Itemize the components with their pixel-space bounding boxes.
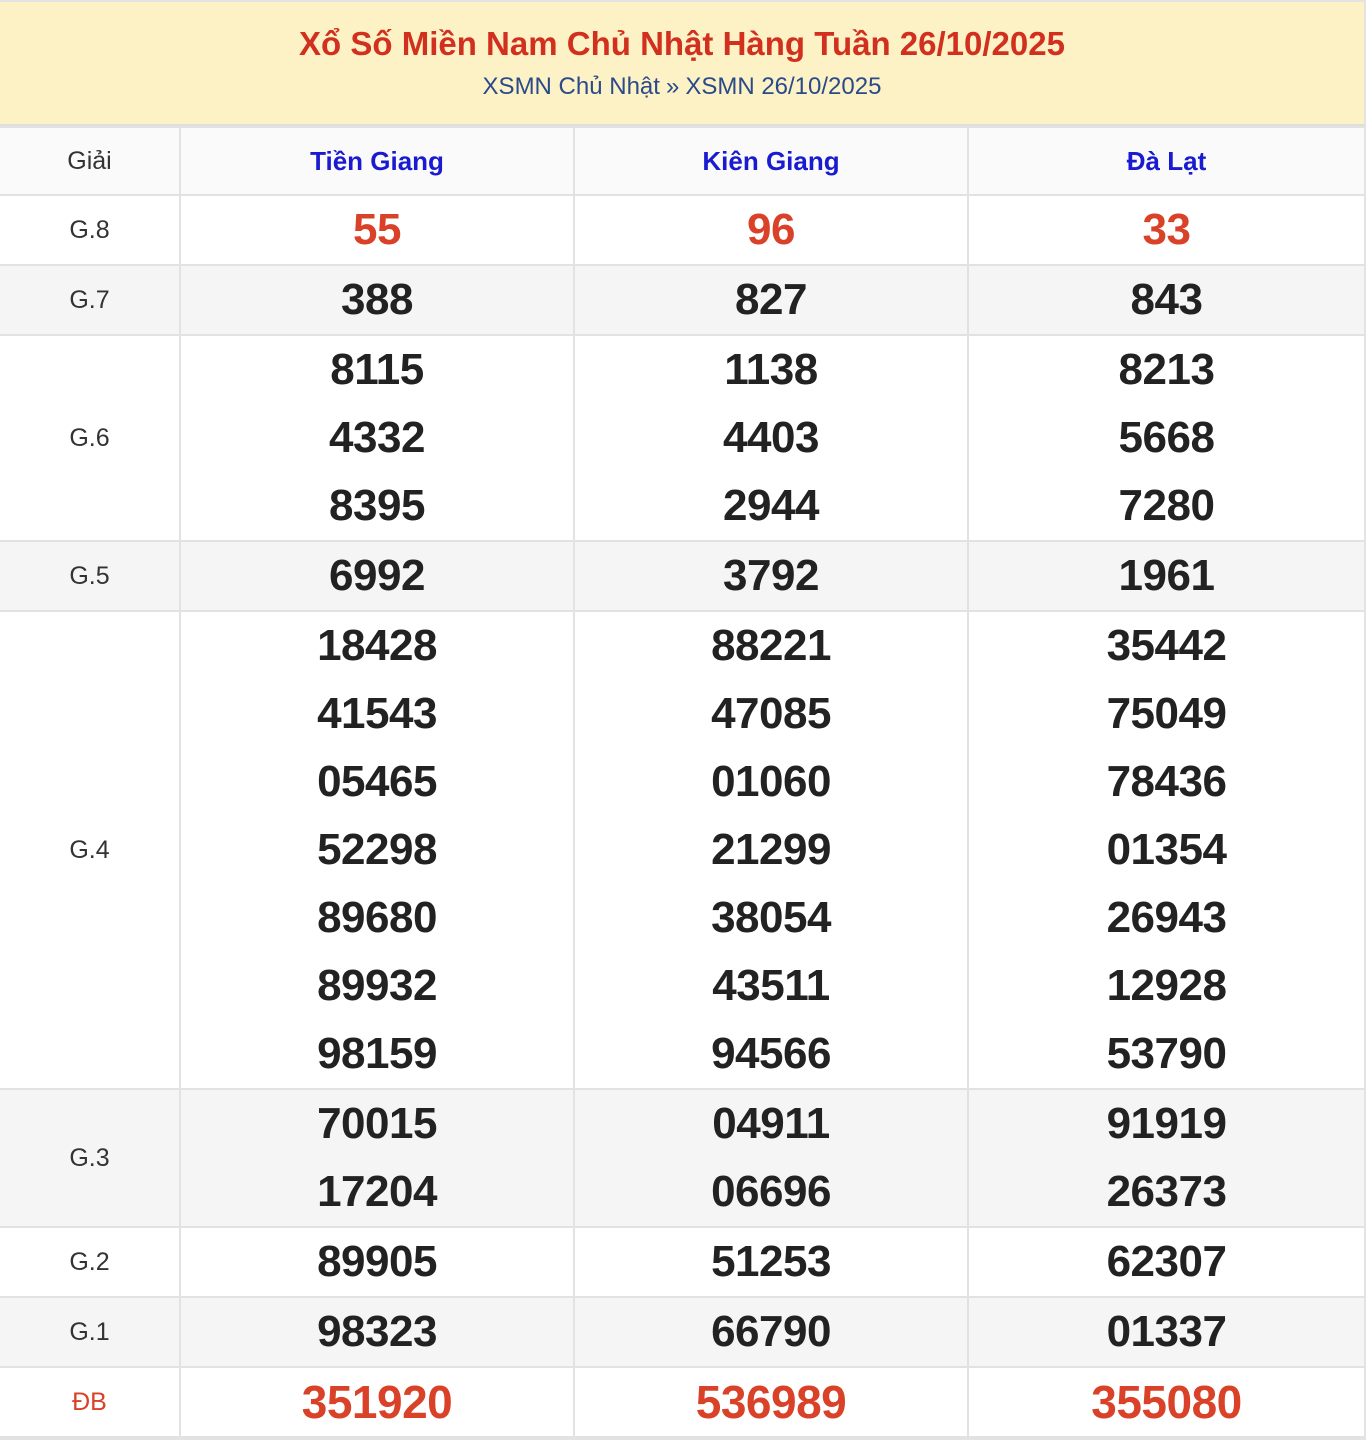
result-cell-tien-giang <box>180 195 574 265</box>
result-cell-kien-giang <box>574 195 968 265</box>
result-cell-kien-giang <box>574 611 968 1089</box>
result-cell-da-lat <box>968 265 1364 335</box>
result-number: 35442 <box>1106 621 1227 670</box>
result-cell-tien-giang <box>180 1089 574 1227</box>
result-number: 536989 <box>695 1376 847 1428</box>
result-number: 98323 <box>317 1307 437 1356</box>
results-table <box>0 126 1364 1438</box>
result-number: 70015 <box>317 1099 437 1148</box>
result-number: 7280 <box>1118 481 1215 530</box>
table-row <box>0 335 1364 541</box>
result-number: 843 <box>1130 275 1203 324</box>
result-cell-kien-giang <box>574 1297 968 1367</box>
prize-label: G.1 <box>0 1297 180 1367</box>
result-number: 51253 <box>711 1237 831 1286</box>
table-row <box>0 1089 1364 1227</box>
table-row <box>0 1297 1364 1367</box>
result-cell-tien-giang <box>180 1367 574 1437</box>
result-number: 89905 <box>317 1237 437 1286</box>
result-number: 89932 <box>317 961 437 1010</box>
result-cell-tien-giang <box>180 1297 574 1367</box>
result-number: 05465 <box>317 757 437 806</box>
prize-label: ĐB <box>0 1367 180 1437</box>
result-number: 53790 <box>1106 1029 1227 1078</box>
result-cell-kien-giang <box>574 265 968 335</box>
result-number: 94566 <box>711 1029 831 1078</box>
result-cell-kien-giang <box>574 1227 968 1297</box>
result-number: 62307 <box>1106 1237 1227 1286</box>
result-number: 4332 <box>329 413 425 462</box>
breadcrumb-separator-icon: » <box>665 73 680 100</box>
table-row <box>0 1367 1364 1437</box>
prize-label: G.8 <box>0 195 180 265</box>
result-cell-da-lat <box>968 1227 1364 1297</box>
result-cell-tien-giang <box>180 265 574 335</box>
result-cell-tien-giang <box>180 541 574 611</box>
result-number: 388 <box>341 275 413 324</box>
result-number: 38054 <box>711 893 831 942</box>
result-number: 75049 <box>1106 689 1227 738</box>
table-header-row <box>0 127 1364 195</box>
result-cell-da-lat <box>968 1297 1364 1367</box>
result-number: 21299 <box>711 825 831 874</box>
result-number: 8213 <box>1118 345 1215 394</box>
result-cell-tien-giang <box>180 611 574 1089</box>
page-title: Xổ Số Miền Nam Chủ Nhật Hàng Tuần 26/10/2025 <box>299 25 1065 62</box>
result-cell-da-lat <box>968 1089 1364 1227</box>
result-number: 01337 <box>1106 1307 1227 1356</box>
table-row <box>0 265 1364 335</box>
result-number: 01354 <box>1106 825 1227 874</box>
table-row <box>0 195 1364 265</box>
result-number: 8115 <box>330 345 424 394</box>
result-number: 47085 <box>711 689 831 738</box>
result-cell-da-lat <box>968 541 1364 611</box>
result-number: 96 <box>747 205 795 254</box>
result-number: 18428 <box>317 621 437 670</box>
result-number: 66790 <box>711 1307 831 1356</box>
result-number: 12928 <box>1106 961 1227 1010</box>
result-number: 55 <box>353 205 401 254</box>
result-number: 41543 <box>317 689 437 738</box>
result-cell-kien-giang <box>574 1089 968 1227</box>
result-number: 04911 <box>712 1099 830 1148</box>
result-number: 43511 <box>712 961 830 1010</box>
result-cell-da-lat <box>968 1367 1364 1437</box>
result-number: 355080 <box>1091 1376 1242 1428</box>
result-number: 3792 <box>723 551 819 600</box>
result-number: 4403 <box>723 413 819 462</box>
breadcrumb-link-weekday[interactable]: XSMN Chủ Nhật <box>482 73 660 100</box>
result-number: 89680 <box>317 893 437 942</box>
table-row <box>0 611 1364 1089</box>
result-number: 78436 <box>1106 757 1227 806</box>
result-cell-da-lat <box>968 611 1364 1089</box>
result-number: 26373 <box>1106 1167 1227 1216</box>
result-number: 17204 <box>317 1167 437 1216</box>
result-cell-da-lat <box>968 335 1364 541</box>
result-cell-kien-giang <box>574 541 968 611</box>
result-number: 2944 <box>723 481 819 530</box>
result-number: 52298 <box>317 825 437 874</box>
result-cell-tien-giang <box>180 335 574 541</box>
column-header-prize: Giải <box>0 127 180 195</box>
result-number: 827 <box>735 275 807 324</box>
table-row <box>0 1227 1364 1297</box>
column-header-kien-giang[interactable]: Kiên Giang <box>574 127 968 195</box>
column-header-da-lat[interactable]: Đà Lạt <box>968 127 1364 195</box>
result-cell-kien-giang <box>574 335 968 541</box>
prize-label: G.3 <box>0 1089 180 1227</box>
result-cell-kien-giang <box>574 1367 968 1437</box>
result-number: 98159 <box>317 1029 437 1078</box>
result-cell-da-lat <box>968 195 1364 265</box>
breadcrumb-link-date[interactable]: XSMN 26/10/2025 <box>685 73 882 100</box>
result-number: 01060 <box>711 757 831 806</box>
prize-label: G.5 <box>0 541 180 611</box>
result-number: 26943 <box>1106 893 1227 942</box>
result-number: 5668 <box>1118 413 1215 462</box>
result-number: 1138 <box>724 345 818 394</box>
result-cell-tien-giang <box>180 1227 574 1297</box>
prize-label: G.6 <box>0 335 180 541</box>
results-header <box>0 0 1364 126</box>
prize-label: G.4 <box>0 611 180 1089</box>
result-number: 06696 <box>711 1167 831 1216</box>
result-number: 1961 <box>1118 551 1215 600</box>
prize-label: G.7 <box>0 265 180 335</box>
table-row <box>0 541 1364 611</box>
result-number: 6992 <box>329 551 425 600</box>
result-number: 88221 <box>711 621 831 670</box>
prize-label: G.2 <box>0 1227 180 1297</box>
column-header-tien-giang[interactable]: Tiền Giang <box>180 127 574 195</box>
result-number: 33 <box>1142 205 1191 254</box>
result-number: 351920 <box>301 1376 453 1428</box>
result-number: 8395 <box>329 481 425 530</box>
result-number: 91919 <box>1106 1099 1227 1148</box>
breadcrumb <box>0 72 1364 102</box>
